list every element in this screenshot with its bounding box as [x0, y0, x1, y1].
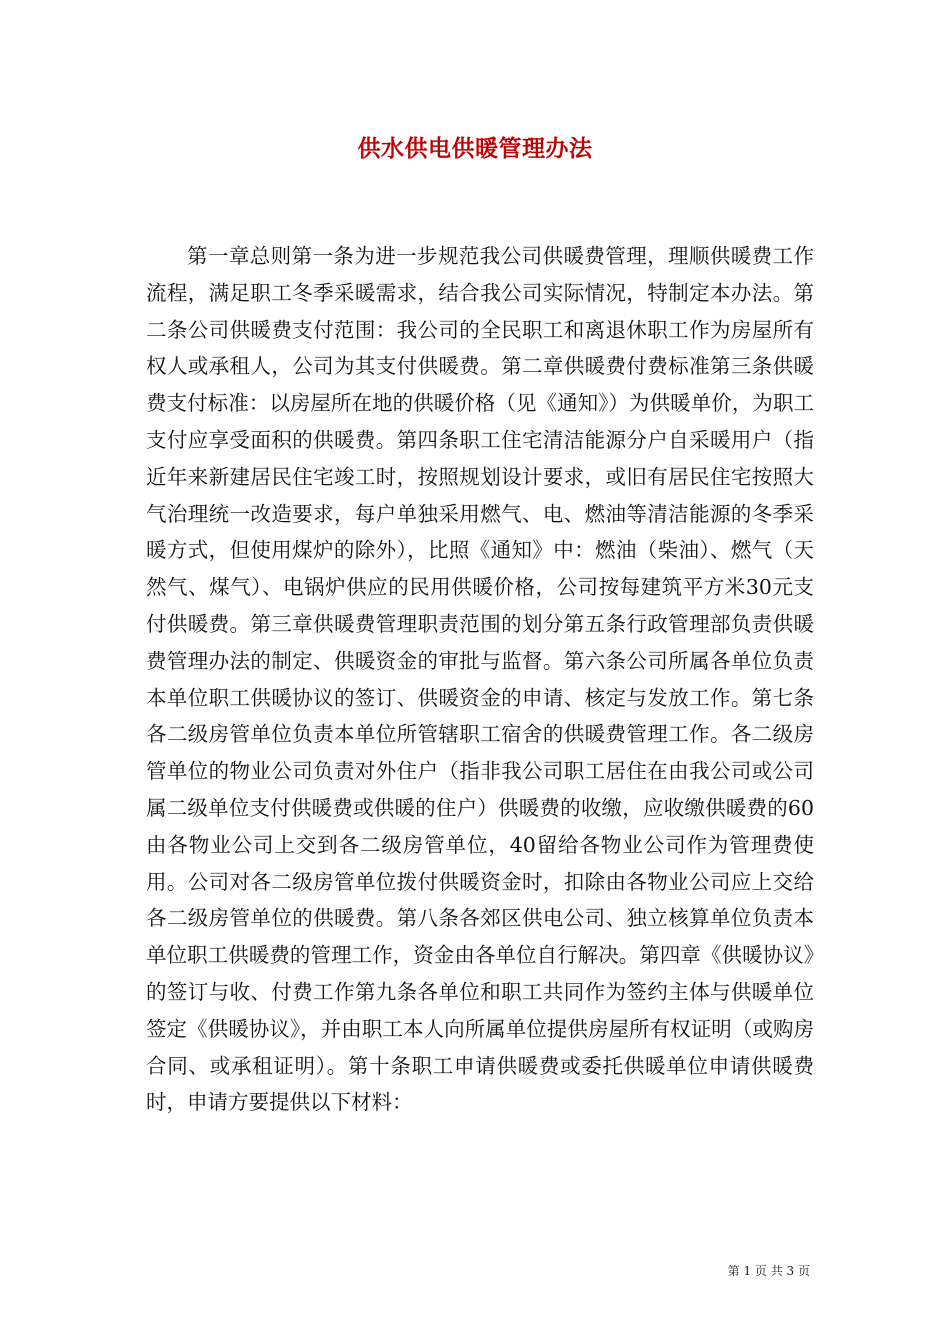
- page-number: 第 1 页 共 3 页: [727, 1264, 810, 1278]
- document-title: 供水供电供暖管理办法: [357, 135, 593, 162]
- document-body-paragraph: 第一章总则第一条为进一步规范我公司供暖费管理，理顺供暖费工作流程，满足职工冬季采暖需求，结合我公司实际情况，特制定本办法。第二条公司供暖费支付范围：我公司的全民职工和离退休职工作为房屋所有权人或承租人，公司为其支付供暖费。第二章供暖费付费标准第三条供暖费支付标准：以房屋所在地的供暖价格（见《通知》）为供暖单价，为职工支付应享受面积的供暖费。第四条职工住宅清洁能源分户自采暖用户（指近年来新建居民住宅竣工时，按照规划设计要求，或旧有居民住宅按照大气治理统一改造要求，每户单独采用燃气、电、燃油等清洁能源的冬季采暖方式，但使用煤炉的除外），比照《通知》中：燃油（柴油）、燃气（天然气、煤气）、电锅炉供应的民用供暖价格，公司按每建筑平方米30元支付供暖费。第三章供暖费管理职责范围的划分第五条行政管理部负责供暖费管理办法的制定、供暖资金的审批与监督。第六条公司所属各单位负责本单位职工供暖协议的签订、供暖资金的申请、核定与发放工作。第七条各二级房管单位负责本单位所管辖职工宿舍的供暖费管理工作。各二级房管单位的物业公司负责对外住户（指非我公司职工居住在由我公司或公司属二级单位支付供暖费或供暖的住户）供暖费的收缴，应收缴供暖费的60由各物业公司上交到各二级房管单位，40留给各物业公司作为管理费使用。公司对各二级房管单位拨付供暖资金时，扣除由各物业公司应上交给各二级房管单位的供暖费。第八条各郊区供电公司、独立核算单位负责本单位职工供暖费的管理工作，资金由各单位自行解决。第四章《供暖协议》的签订与收、付费工作第九条各单位和职工共同作为签约主体与供暖单位签定《供暖协议》，并由职工本人向所属单位提供房屋所有权证明（或购房合同、或承租证明）。第十条职工申请供暖费或委托供暖单位申请供暖费时，申请方要提供以下材料：: [146, 244, 814, 1115]
